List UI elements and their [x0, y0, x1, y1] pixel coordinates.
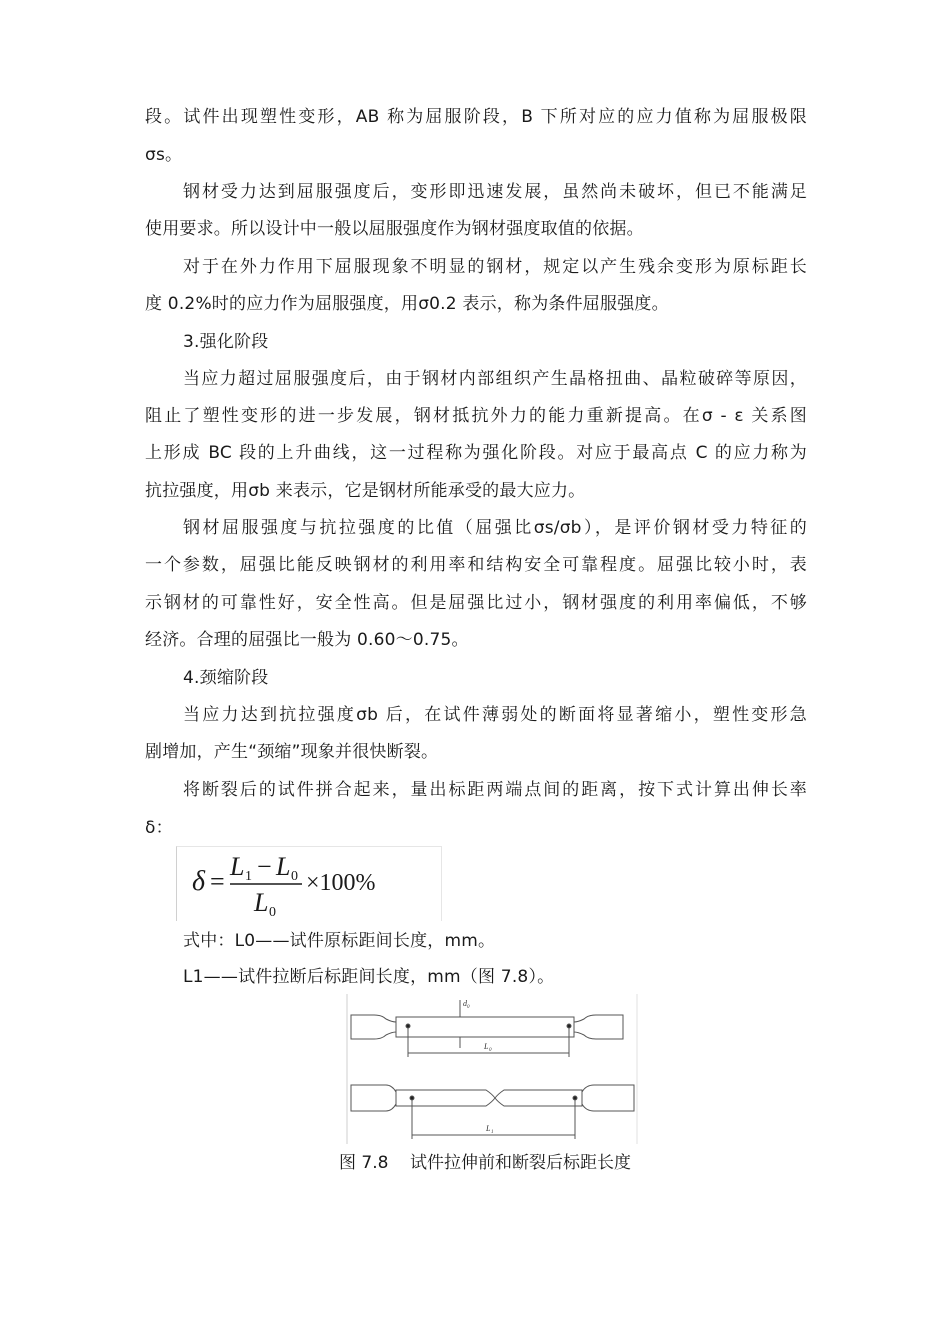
section-heading: 3.强化阶段: [183, 332, 269, 352]
d0-label-sub: 0: [467, 1005, 470, 1010]
l0-label-sub: 0: [489, 1048, 492, 1053]
text-line: 段。试件出现塑性变形，AB 称为屈服阶段，B 下所对应的应力值称为屈服极限: [145, 107, 807, 127]
d0-label: d: [463, 999, 467, 1008]
formula-den-l: L: [254, 888, 269, 917]
gauge-mark: [567, 1024, 571, 1028]
section-heading: 4.颈缩阶段: [183, 668, 269, 688]
text-line: 当应力超过屈服强度后，由于钢材内部组织产生晶格扭曲、晶粒破碎等原因，: [183, 369, 807, 389]
text-line: 钢材受力达到屈服强度后，变形即迅速发展，虽然尚未破坏，但已不能满足: [183, 182, 807, 202]
formula-l1-sub: 1: [245, 869, 252, 884]
l1-label-sub: 1: [491, 1130, 494, 1135]
formula-den-sub: 0: [269, 905, 276, 918]
l1-label: L: [486, 1124, 491, 1133]
text-line: δ：: [145, 818, 173, 838]
text-line: 使用要求。所以设计中一般以屈服强度作为钢材强度取值的依据。: [145, 219, 644, 239]
specimen-before-body: [396, 1017, 574, 1037]
text-line: L1——试件拉断后标距间长度，mm（图 7.8）。: [183, 967, 555, 987]
specimen-diagram: [346, 994, 638, 1144]
text-line: 经济。合理的屈强比一般为 0.60～0.75。: [145, 630, 469, 650]
specimen-before-left-grip: [351, 1015, 396, 1039]
formula-l1: L: [230, 852, 245, 881]
specimen-after-right-grip: [582, 1085, 634, 1111]
text-line: 式中：L0——试件原标距间长度，mm。: [183, 931, 496, 951]
formula-l0: L: [276, 852, 291, 881]
gauge-mark: [410, 1096, 414, 1100]
text-line: 抗拉强度，用σb 来表示，它是钢材所能承受的最大应力。: [145, 481, 586, 501]
text-line: 剧增加，产生“颈缩”现象并很快断裂。: [145, 742, 439, 762]
elongation-formula: [190, 848, 430, 918]
gauge-mark: [406, 1024, 410, 1028]
text-line: 钢材屈服强度与抗拉强度的比值（屈强比σs/σb），是评价钢材受力特征的: [183, 518, 807, 538]
specimen-after-left-grip: [351, 1085, 396, 1111]
text-line: 对于在外力作用下屈服现象不明显的钢材，规定以产生残余变形为原标距长: [183, 257, 807, 277]
text-line: σs。: [145, 145, 183, 165]
specimen-before-right-grip: [574, 1015, 623, 1039]
text-line: 当应力达到抗拉强度σb 后，在试件薄弱处的断面将显著缩小，塑性变形急: [183, 705, 807, 725]
text-line: 上形成 BC 段的上升曲线，这一过程称为强化阶段。对应于最高点 C 的应力称为: [145, 443, 807, 463]
gauge-mark: [573, 1096, 577, 1100]
figure-caption: 图 7.8 试件拉伸前和断裂后标距长度: [339, 1153, 632, 1173]
formula-equals: =: [210, 867, 225, 896]
specimen-after-body: [396, 1090, 582, 1106]
l0-label: L: [484, 1042, 489, 1051]
formula-times: ×100%: [306, 870, 376, 896]
text-line: 度 0.2%时的应力作为屈服强度，用σ0.2 表示，称为条件屈服强度。: [145, 294, 669, 314]
formula-minus: −: [257, 852, 272, 881]
text-line: 示钢材的可靠性好，安全性高。但是屈强比过小，钢材强度的利用率偏低，不够: [145, 593, 807, 613]
text-line: 一个参数，屈强比能反映钢材的利用率和结构安全可靠程度。屈强比较小时，表: [145, 555, 807, 575]
text-line: 阻止了塑性变形的进一步发展，钢材抵抗外力的能力重新提高。在σ - ε 关系图: [145, 406, 807, 426]
text-line: 将断裂后的试件拼合起来，量出标距两端点间的距离，按下式计算出伸长率: [183, 780, 807, 800]
formula-delta: δ: [192, 866, 206, 897]
formula-l0-sub: 0: [291, 869, 298, 884]
